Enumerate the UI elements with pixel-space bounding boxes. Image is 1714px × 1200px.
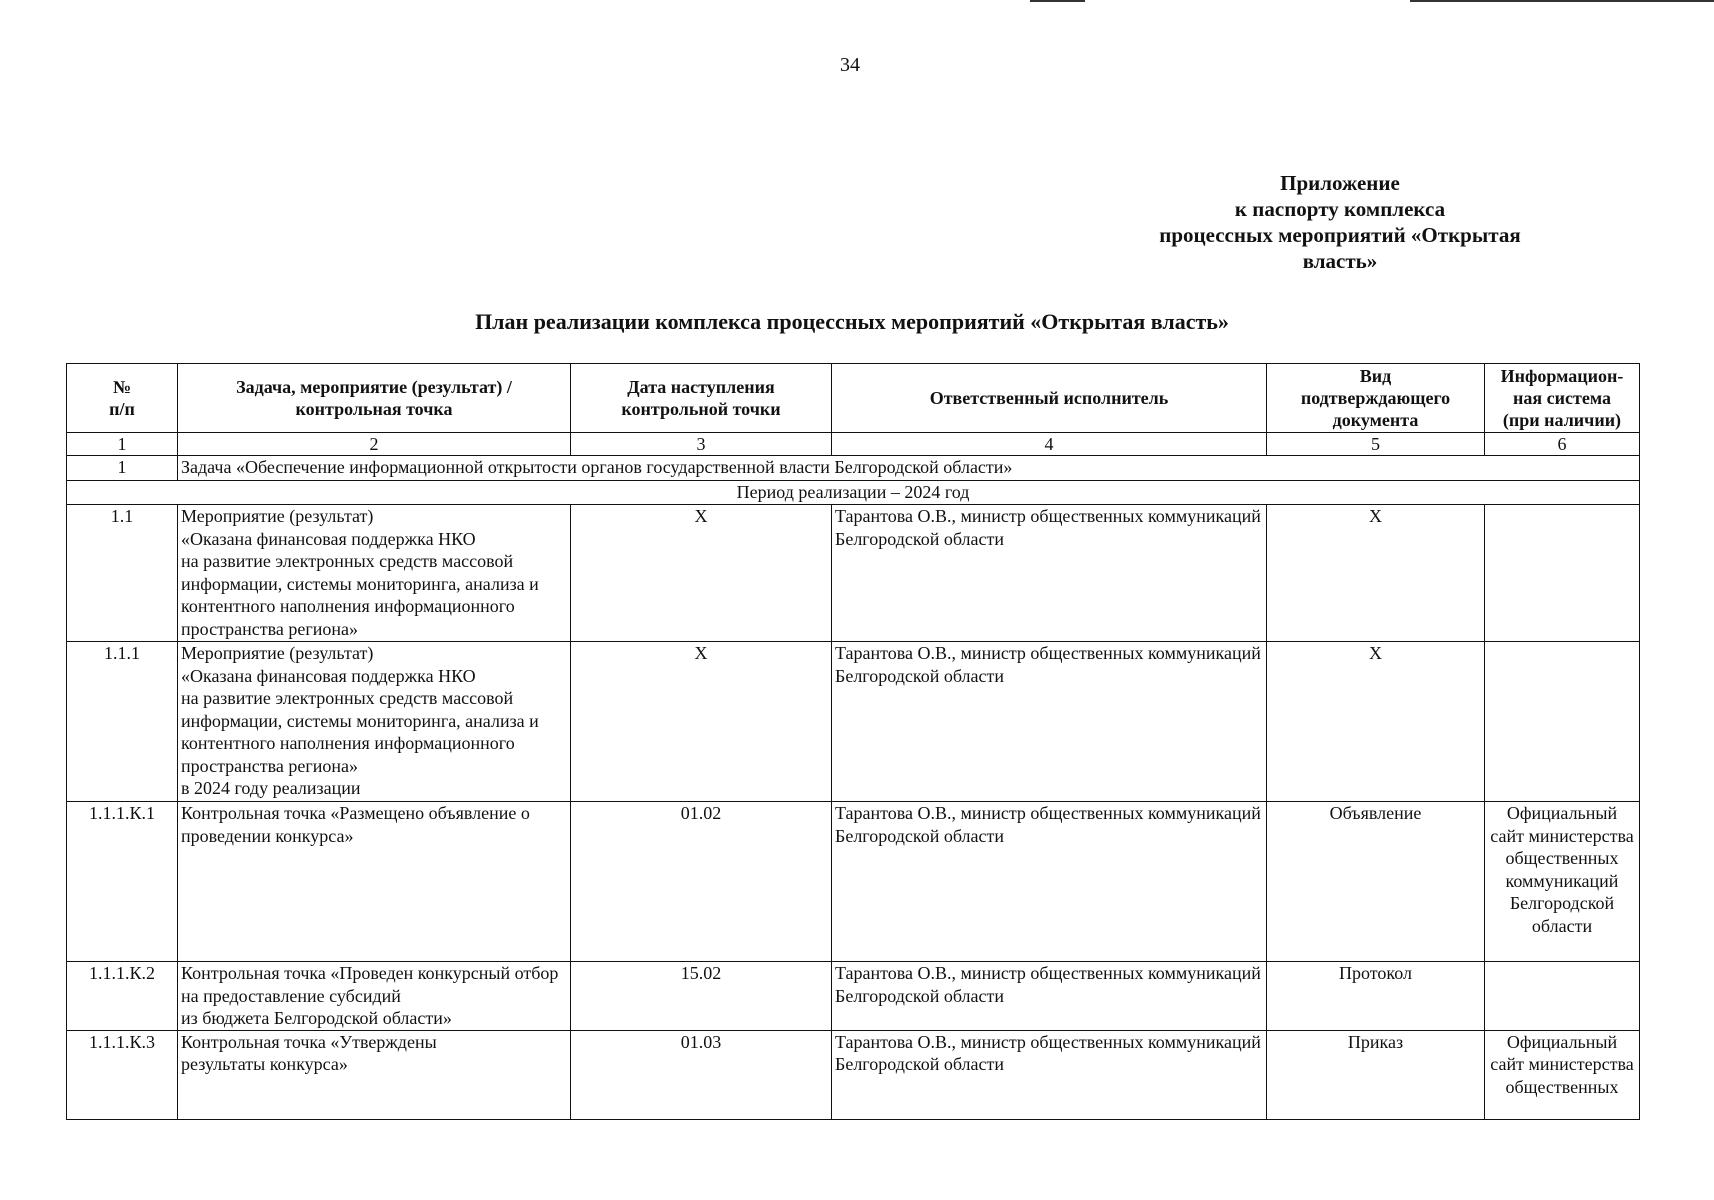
row-executor: Тарантова О.В., министр общественных коммуникаций Белгородской области	[832, 642, 1267, 802]
row-document: Приказ	[1267, 1030, 1485, 1119]
row-date: X	[571, 505, 832, 642]
row-number: 1.1.1.К.3	[67, 1030, 178, 1119]
page-number: 34	[840, 54, 860, 76]
column-number: 1	[67, 433, 178, 456]
period-row	[67, 481, 1640, 505]
table-row	[67, 505, 1640, 642]
header-task: Задача, мероприятие (результат) / контрольная точка	[178, 364, 571, 433]
table-row	[67, 802, 1640, 962]
row-date: X	[571, 642, 832, 802]
row-task: Контрольная точка «Утверждены результаты конкурса»	[178, 1030, 571, 1119]
row-system: Официальный сайт министерства общественных коммуникаций Белгородской области	[1485, 802, 1640, 962]
appendix-line-1: Приложение	[1280, 171, 1400, 195]
row-executor: Тарантова О.В., министр общественных коммуникаций Белгородской области	[832, 802, 1267, 962]
row-date: 01.03	[571, 1030, 832, 1119]
row-system	[1485, 642, 1640, 802]
column-number: 6	[1485, 433, 1640, 456]
row-document: Объявление	[1267, 802, 1485, 962]
row-task: Контрольная точка «Размещено объявление о проведении конкурса»	[178, 802, 571, 962]
column-number: 5	[1267, 433, 1485, 456]
header-system: Информацион- ная система (при наличии)	[1485, 364, 1640, 433]
header-number: № п/п	[67, 364, 178, 433]
appendix-line-4: власть»	[1302, 249, 1378, 273]
column-number: 3	[571, 433, 832, 456]
row-system	[1485, 505, 1640, 642]
header-date: Дата наступления контрольной точки	[571, 364, 832, 433]
row-document: Протокол	[1267, 962, 1485, 1031]
header-document: Вид подтверждающего документа	[1267, 364, 1485, 433]
row-executor: Тарантова О.В., министр общественных коммуникаций Белгородской области	[832, 1030, 1267, 1119]
row-executor: Тарантова О.В., министр общественных коммуникаций Белгородской области	[832, 962, 1267, 1031]
appendix-heading	[1120, 170, 1560, 274]
table-header-row	[67, 364, 1640, 433]
appendix-line-3: процессных мероприятий «Открытая	[1159, 223, 1521, 247]
row-number: 1.1.1.К.1	[67, 802, 178, 962]
task-number: 1	[67, 456, 178, 481]
document-title: План реализации комплекса процессных мероприятий «Открытая власть»	[475, 309, 1229, 334]
header-executor: Ответственный исполнитель	[832, 364, 1267, 433]
row-number: 1.1.1	[67, 642, 178, 802]
row-executor: Тарантова О.В., министр общественных коммуникаций Белгородской области	[832, 505, 1267, 642]
top-edge-mark-left	[1030, 0, 1085, 2]
row-task: Мероприятие (результат) «Оказана финансовая поддержка НКО на развитие электронных средств массовой информации, системы мониторинга, анализа и контентного наполнения информационного пространства региона» в 2024 году реализации	[178, 642, 571, 802]
row-number: 1.1	[67, 505, 178, 642]
row-document: X	[1267, 505, 1485, 642]
row-task: Мероприятие (результат) «Оказана финансовая поддержка НКО на развитие электронных средств массовой информации, системы мониторинга, анализа и контентного наполнения информационного пространства региона»	[178, 505, 571, 642]
column-number: 2	[178, 433, 571, 456]
table-row	[67, 642, 1640, 802]
column-numbers-row	[67, 433, 1640, 456]
table-row	[67, 962, 1640, 1031]
row-document: X	[1267, 642, 1485, 802]
table-row	[67, 1030, 1640, 1119]
row-number: 1.1.1.К.2	[67, 962, 178, 1031]
row-system	[1485, 962, 1640, 1031]
top-edge-mark-right	[1410, 0, 1714, 2]
column-number: 4	[832, 433, 1267, 456]
task-text: Задача «Обеспечение информационной открытости органов государственной власти Белгородской области»	[178, 456, 1640, 481]
period-text: Период реализации – 2024 год	[67, 481, 1640, 505]
implementation-plan-table	[66, 363, 1640, 1120]
appendix-line-2: к паспорту комплекса	[1234, 197, 1446, 221]
row-date: 15.02	[571, 962, 832, 1031]
row-system: Официальный сайт министерства общественных	[1485, 1030, 1640, 1119]
task-row	[67, 456, 1640, 481]
row-date: 01.02	[571, 802, 832, 962]
row-task: Контрольная точка «Проведен конкурсный отбор на предоставление субсидий из бюджета Белгородской области»	[178, 962, 571, 1031]
